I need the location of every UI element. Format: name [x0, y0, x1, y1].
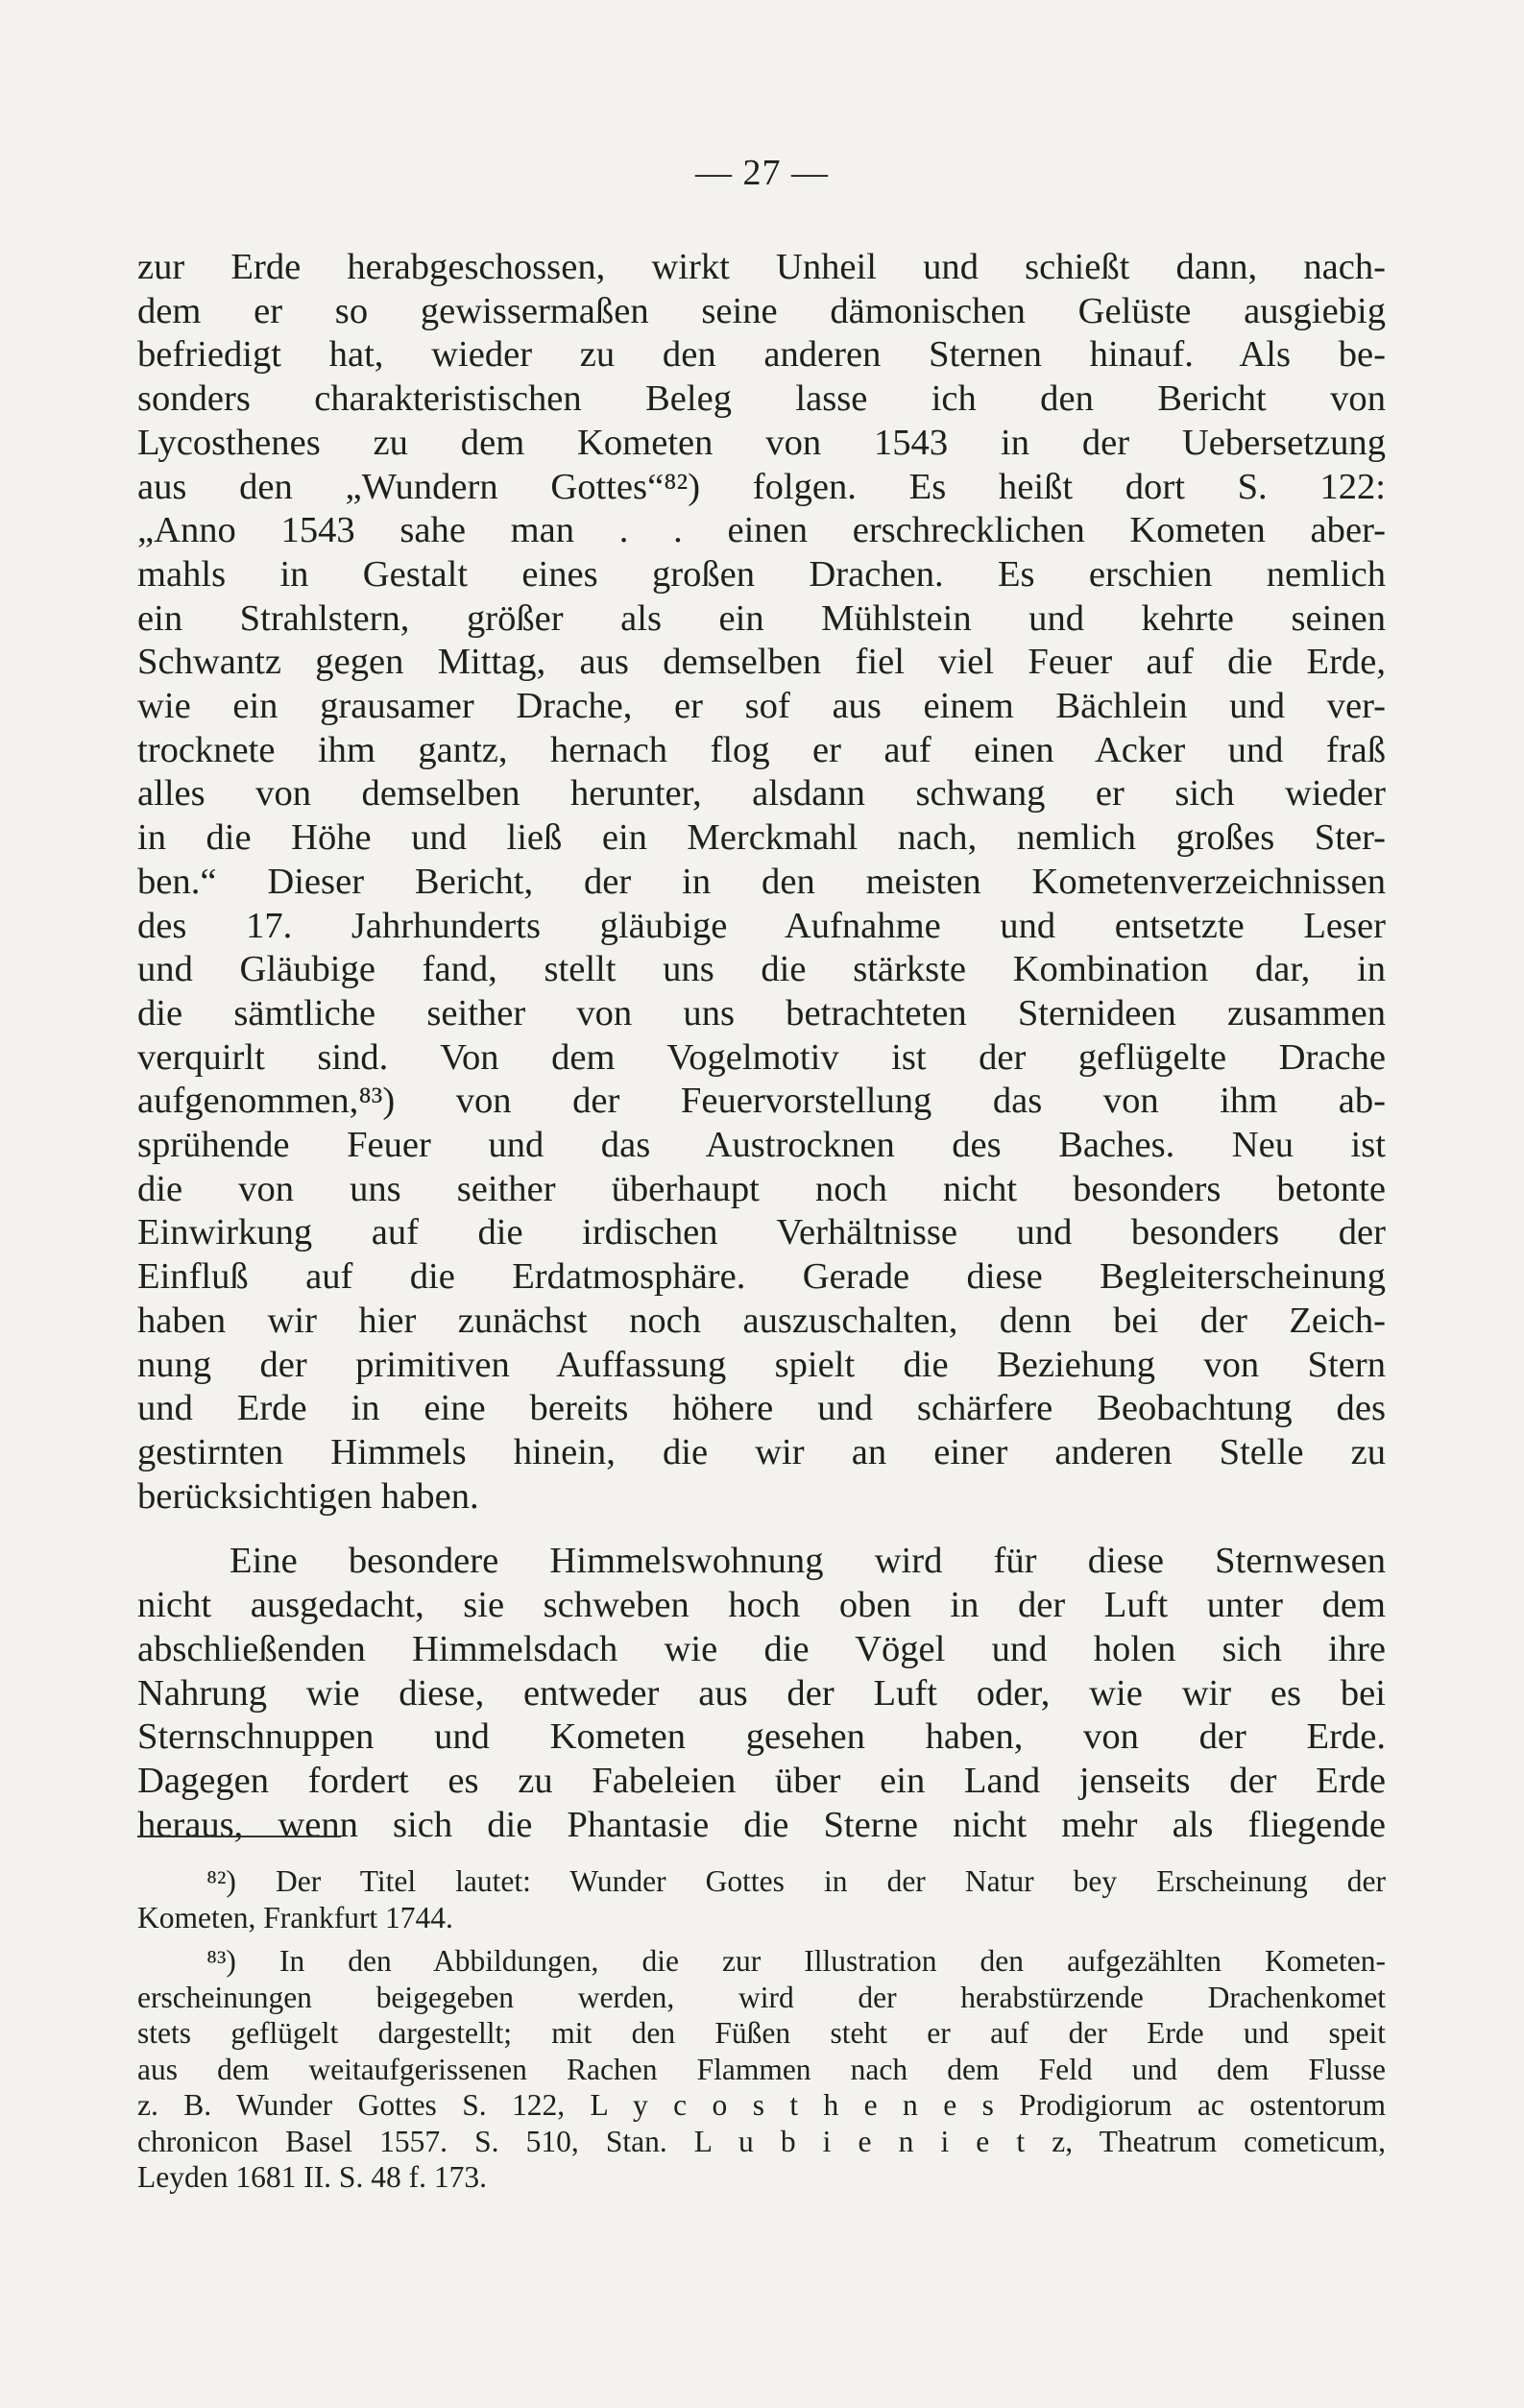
- text-line: berücksichtigen haben.: [137, 1475, 479, 1517]
- text-line: dem er so gewissermaßen seine dämonischen Gelüste ausgiebig: [137, 290, 1386, 331]
- page-number: — 27 —: [695, 153, 829, 193]
- text-line: aufgenommen,⁸³) von der Feuervorstellung das von ihm ab-: [137, 1081, 1386, 1122]
- footnote-line: chronicon Basel 1557. S. 510, Stan. L u b i e n i e t z, Theatrum cometicum,: [137, 2124, 1386, 2158]
- footnote-spacer: [137, 1935, 1386, 1943]
- text-line: Sternschnuppen und Kometen gesehen haben, von der Erde.: [137, 1716, 1386, 1758]
- text-line: „Anno 1543 sahe man . . einen erschrecklichen Kometen aber-: [137, 510, 1386, 551]
- text-line: gestirnten Himmels hinein, die wir an einer anderen Stelle zu: [137, 1431, 1386, 1472]
- footnotes: [137, 1863, 1386, 2196]
- text-line: Nahrung wie diese, entweder aus der Luft oder, wie wir es bei: [137, 1672, 1386, 1714]
- footnote-separator: [137, 1836, 341, 1837]
- text-line: ben.“ Dieser Bericht, der in den meisten Kometenverzeichnissen: [137, 861, 1386, 902]
- footnote-line: erscheinungen beigegeben werden, wird der herabstürzende Drachenkomet: [137, 1980, 1386, 2014]
- text-line: Eine besondere Himmelswohnung wird für diese Sternwesen: [230, 1541, 1386, 1582]
- text-line: verquirlt sind. Von dem Vogelmotiv ist der geflügelte Drache: [137, 1036, 1386, 1078]
- text-line: ein Strahlstern, größer als ein Mühlstein und kehrte seinen: [137, 597, 1386, 639]
- footnote-82: [137, 1863, 1386, 1935]
- text-line: wie ein grausamer Drache, er sof aus einem Bächlein und ver-: [137, 686, 1386, 727]
- text-line: nicht ausgedacht, sie schweben hoch oben in der Luft unter dem: [137, 1585, 1386, 1626]
- footnote-83: [137, 1943, 1386, 2196]
- paragraph-1: [137, 246, 1386, 1519]
- text-line: sprühende Feuer und das Austrocknen des Baches. Neu ist: [137, 1125, 1386, 1166]
- text-line: Dagegen fordert es zu Fabeleien über ein Land jenseits der Erde: [137, 1760, 1386, 1801]
- text-line: Schwantz gegen Mittag, aus demselben fiel viel Feuer auf die Erde,: [137, 642, 1386, 683]
- text-line: Einfluß auf die Erdatmosphäre. Gerade diese Begleiterscheinung: [137, 1256, 1386, 1298]
- paragraph-spacer: [137, 1519, 1386, 1540]
- text-line: und Erde in eine bereits höhere und schärfere Beobachtung des: [137, 1388, 1386, 1429]
- text-line: mahls in Gestalt eines großen Drachen. Es erschien nemlich: [137, 553, 1386, 595]
- footnote-line: Kometen, Frankfurt 1744.: [137, 1900, 453, 1934]
- text-line: des 17. Jahrhunderts gläubige Aufnahme und entsetzte Leser: [137, 905, 1386, 946]
- text-line: nung der primitiven Auffassung spielt die Beziehung von Stern: [137, 1344, 1386, 1385]
- text-line: befriedigt hat, wieder zu den anderen Sternen hinauf. Als be-: [137, 334, 1386, 376]
- text-line: abschließenden Himmelsdach wie die Vögel und holen sich ihre: [137, 1628, 1386, 1669]
- text-line: die sämtliche seither von uns betrachteten Sternideen zusammen: [137, 992, 1386, 1034]
- text-line: in die Höhe und ließ ein Merckmahl nach, nemlich großes Ster-: [137, 817, 1386, 859]
- paragraph-2: [137, 1540, 1386, 1847]
- text-line: sonders charakteristischen Beleg lasse ich den Bericht von: [137, 378, 1386, 420]
- text-line: trocknete ihm gantz, hernach flog er auf einen Acker und fraß: [137, 729, 1386, 770]
- footnote-line: ⁸³) In den Abbildungen, die zur Illustration den aufgezählten Kometen-: [206, 1944, 1386, 1978]
- text-line: und Gläubige fand, stellt uns die stärkste Kombination dar, in: [137, 949, 1386, 990]
- footnote-line: z. B. Wunder Gottes S. 122, L y c o s t h e n e s Prodigiorum ac ostentorum: [137, 2088, 1386, 2122]
- text-line: Einwirkung auf die irdischen Verhältnisse und besonders der: [137, 1212, 1386, 1253]
- text-line: haben wir hier zunächst noch auszuschalten, denn bei der Zeich-: [137, 1300, 1386, 1341]
- text-line: die von uns seither überhaupt noch nicht besonders betonte: [137, 1168, 1386, 1209]
- footnote-line: Leyden 1681 II. S. 48 f. 173.: [137, 2160, 487, 2194]
- text-line: Lycosthenes zu dem Kometen von 1543 in der Uebersetzung: [137, 422, 1386, 463]
- text-line: heraus, wenn sich die Phantasie die Sterne nicht mehr als fliegende: [137, 1804, 1386, 1845]
- footnote-line: aus dem weitaufgerissenen Rachen Flammen nach dem Feld und dem Flusse: [137, 2052, 1386, 2086]
- text-line: aus den „Wundern Gottes“⁸²) folgen. Es heißt dort S. 122:: [137, 466, 1386, 507]
- footnote-line: ⁸²) Der Titel lautet: Wunder Gottes in der Natur bey Erscheinung der: [206, 1864, 1386, 1898]
- text-line: zur Erde herabgeschossen, wirkt Unheil und schießt dann, nach-: [137, 247, 1386, 287]
- footnote-line: stets geflügelt dargestellt; mit den Füßen steht er auf der Erde und speit: [137, 2016, 1386, 2050]
- text-line: alles von demselben herunter, alsdann schwang er sich wieder: [137, 773, 1386, 815]
- main-text: [137, 246, 1386, 1847]
